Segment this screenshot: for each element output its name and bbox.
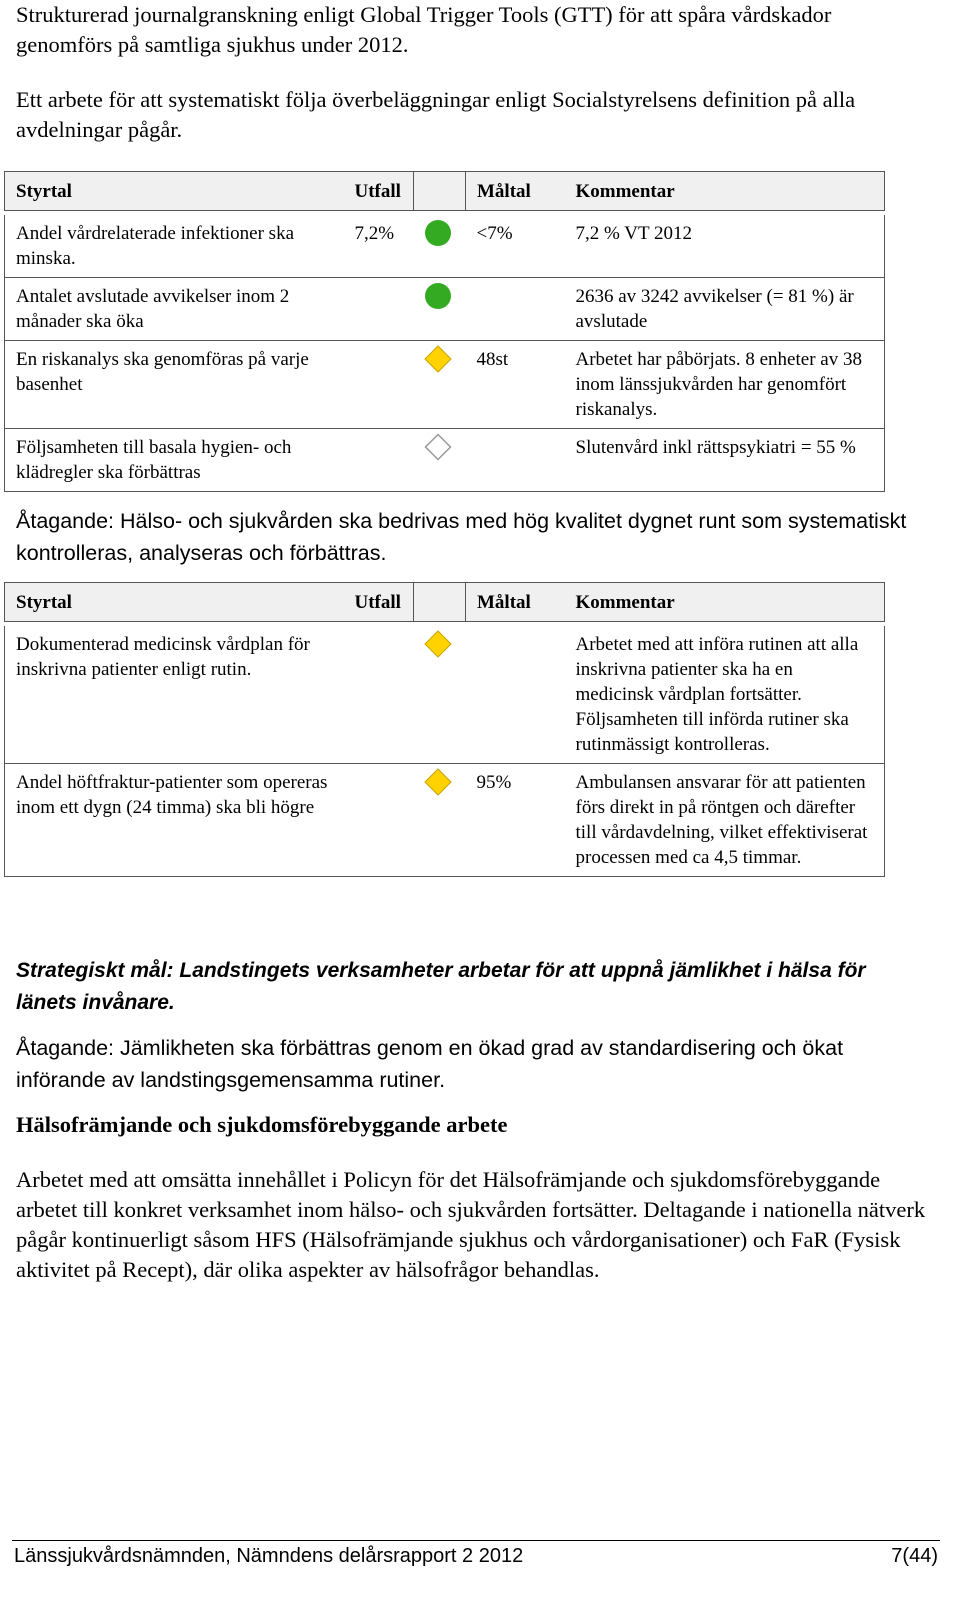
header-utfall: Utfall	[344, 583, 414, 622]
green-circle-icon	[414, 278, 466, 341]
cell-styrtal: Följsamheten till basala hygien- och klädregler ska förbättras	[5, 429, 344, 492]
table-header-row	[5, 172, 885, 211]
cell-kommentar: 2636 av 3242 avvikelser (= 81 %) är avslutade	[565, 278, 885, 341]
footer-report-title: Länssjukvårdsnämnden, Nämndens delårsrapport 2 2012	[14, 1545, 524, 1567]
header-kommentar: Kommentar	[565, 583, 885, 622]
table-header-row	[5, 583, 885, 622]
cell-kommentar: Arbetet har påbörjats. 8 enheter av 38 inom länssjukvården har genomfört riskanalys.	[565, 341, 885, 429]
white-diamond-icon	[414, 429, 466, 492]
cell-maltal	[466, 278, 565, 341]
atagande-label: Åtagande:	[16, 509, 115, 533]
table-row	[5, 215, 885, 278]
styrtal-table-1	[4, 171, 885, 492]
table-row	[5, 278, 885, 341]
atagande-text: Hälso- och sjukvården ska bedrivas med hög kvalitet dygnet runt som systematiskt kontrolleras, analyseras och förbättras.	[16, 509, 907, 565]
yellow-diamond-icon	[414, 764, 466, 877]
section-body-halsoframjande: Arbetet med att omsätta innehållet i Policyn för det Hälsofrämjande och sjukdomsförebyggande arbetet till konkret verksamhet inom hälso- och sjukvården fortsätter. Deltagande i nationella nätverk pågår kontinuerligt såsom HFS (Hälsofrämjande sjukhus och vårdorganisationer) och FaR (Fysisk aktivitet på Recept), där olika aspekter av hälsofrågor behandlas.	[16, 1167, 926, 1282]
header-styrtal: Styrtal	[5, 172, 344, 211]
footer-page-number: 7(44)	[891, 1545, 938, 1567]
cell-utfall	[344, 341, 414, 429]
cell-styrtal: En riskanalys ska genomföras på varje basenhet	[5, 341, 344, 429]
page-footer	[12, 1540, 940, 1571]
cell-maltal: <7%	[466, 215, 565, 278]
cell-kommentar: Arbetet med att införa rutinen att alla inskrivna patienter ska ha en medicinsk vårdplan fortsätter. Följsamheten till införda rutiner ska rutinmässigt kontrolleras.	[565, 626, 885, 764]
cell-maltal	[466, 626, 565, 764]
yellow-diamond-icon	[414, 626, 466, 764]
cell-utfall	[344, 429, 414, 492]
table-row	[5, 626, 885, 764]
atagande-jamlikhet	[16, 1032, 916, 1096]
cell-maltal: 95%	[466, 764, 565, 877]
header-utfall: Utfall	[344, 172, 414, 211]
atagande-text: Jämlikheten ska förbättras genom en ökad grad av standardisering och ökat införande av landstingsgemensamma rutiner.	[16, 1036, 844, 1092]
header-maltal: Måltal	[466, 172, 565, 211]
cell-styrtal: Antalet avslutade avvikelser inom 2 månader ska öka	[5, 278, 344, 341]
table-row	[5, 764, 885, 877]
cell-kommentar: Ambulansen ansvarar för att patienten förs direkt in på röntgen och därefter till vårdavdelning, vilket effektiviserat processen med ca 4,5 timmar.	[565, 764, 885, 877]
cell-utfall	[344, 278, 414, 341]
header-indicator-spacer	[414, 583, 466, 622]
header-kommentar: Kommentar	[565, 172, 885, 211]
atagande-kvalitet	[16, 505, 916, 569]
strategiskt-mal-heading: Strategiskt mål: Landstingets verksamheter arbetar för att uppnå jämlikhet i hälsa för länets invånare.	[16, 959, 866, 1014]
cell-maltal	[466, 429, 565, 492]
intro-paragraph-overbelaggningar: Ett arbete för att systematiskt följa överbeläggningar enligt Socialstyrelsens definition på alla avdelningar pågår.	[16, 87, 856, 142]
cell-utfall: 7,2%	[344, 215, 414, 278]
cell-utfall	[344, 626, 414, 764]
styrtal-table-2	[4, 582, 885, 877]
table-row	[5, 341, 885, 429]
header-maltal: Måltal	[466, 583, 565, 622]
yellow-diamond-icon	[414, 341, 466, 429]
cell-utfall	[344, 764, 414, 877]
header-indicator-spacer	[414, 172, 466, 211]
table-row	[5, 429, 885, 492]
intro-paragraph-gtt: Strukturerad journalgranskning enligt Global Trigger Tools (GTT) för att spåra vårdskador genomförs på samtliga sjukhus under 2012.	[16, 2, 832, 57]
atagande-label: Åtagande:	[16, 1036, 115, 1060]
section-heading-halsoframjande: Hälsofrämjande och sjukdomsförebyggande arbete	[16, 1112, 508, 1137]
green-circle-icon	[414, 215, 466, 278]
cell-maltal: 48st	[466, 341, 565, 429]
cell-styrtal: Dokumenterad medicinsk vårdplan för inskrivna patienter enligt rutin.	[5, 626, 344, 764]
cell-kommentar: Slutenvård inkl rättspsykiatri = 55 %	[565, 429, 885, 492]
cell-kommentar: 7,2 % VT 2012	[565, 215, 885, 278]
header-styrtal: Styrtal	[5, 583, 344, 622]
cell-styrtal: Andel höftfraktur-patienter som opereras inom ett dygn (24 timma) ska bli högre	[5, 764, 344, 877]
cell-styrtal: Andel vårdrelaterade infektioner ska minska.	[5, 215, 344, 278]
